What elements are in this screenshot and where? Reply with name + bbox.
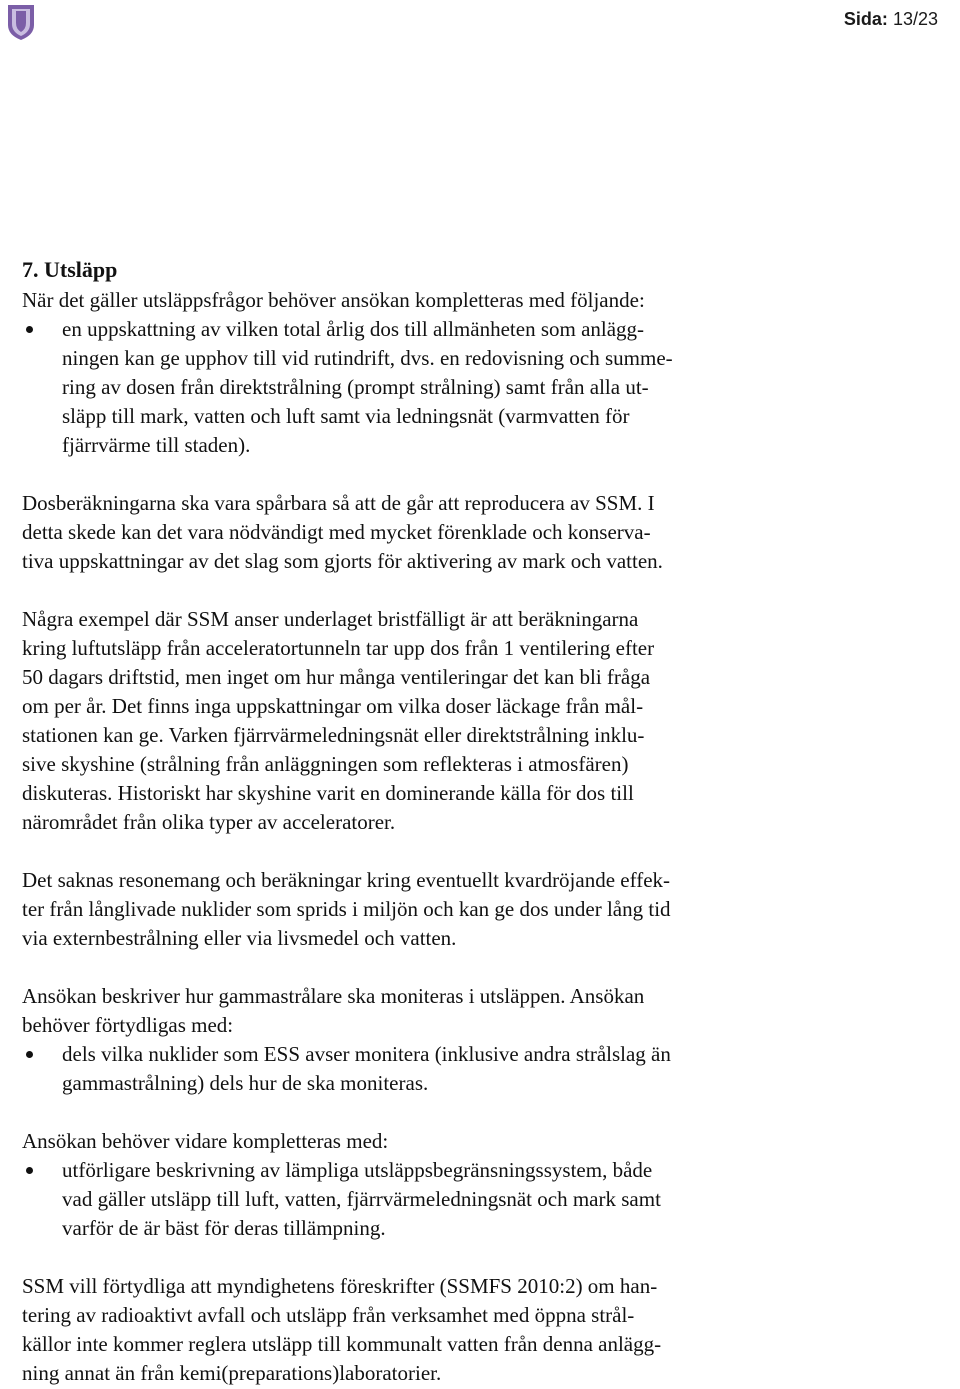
page-number-label: Sida: (843, 9, 888, 29)
list-item-text: utförligare beskrivning av lämpliga utsläppsbegränsningssystem, både vad gäller utsläpp till luft, vatten, fjärrvärmeledningsnät och mark samt varför de är bäst för deras tillämpning. (62, 1158, 661, 1240)
list-item (22, 1040, 812, 1098)
paragraph-examples: Några exempel där SSM anser underlaget bristfälligt är att beräkningarna kring luftutsläpp från acceleratortunneln tar upp dos från 1 ventilering efter 50 dagars driftstid, men inget om hur många ventileringar det kan bli fråga om per år. Det finns inga uppskattningar om vilka doser läckage från mål- stationen kan ge. Varken fjärrvärmeledningsnät eller direktstrålning inklu- sive skyshine (strålning från anläggningen som reflekteras i atmosfären) diskuteras. Historiskt har skyshine varit en dominerande källa för dos till närområdet från olika typer av acceleratorer. (22, 607, 655, 834)
list-item (22, 1156, 812, 1243)
bullet-list-1 (22, 315, 812, 460)
section-heading: 7. Utsläpp (22, 257, 118, 282)
paragraph-gamma-monitoring: Ansökan beskriver hur gammastrålare ska moniteras i utsläppen. Ansökan behöver förtydligas med: (22, 984, 645, 1037)
bullet-list-2 (22, 1040, 812, 1098)
page-number-value: 13/23 (892, 9, 938, 29)
list-item (22, 315, 812, 460)
bullet-icon (26, 1167, 33, 1174)
paragraph-further-completion: Ansökan behöver vidare kompletteras med: (22, 1129, 389, 1153)
bullet-list-3 (22, 1156, 812, 1243)
paragraph-long-lived-nuclides: Det saknas resonemang och beräkningar kring eventuellt kvardröjande effek- ter från långlivade nuklider som sprids i miljön och kan ge dos under lång tid via externbestrålning eller via livsmedel och vatten. (22, 868, 671, 950)
bullet-icon (26, 1051, 33, 1058)
page-number (844, 9, 938, 30)
list-item-text: en uppskattning av vilken total årlig dos till allmänheten som anlägg- ningen kan ge upphov till vid rutindrift, dvs. en redovisning och summe- ring av dosen från direktstrålning (prompt strålning) samt från alla ut- släpp till mark, vatten och luft samt via ledningsnät (varmvatten för fjärrvärme till staden). (62, 317, 673, 457)
intro-paragraph: När det gäller utsläppsfrågor behöver ansökan kompletteras med följande: (22, 288, 645, 312)
paragraph-traceability: Dosberäkningarna ska vara spårbara så att de går att reproducera av SSM. I detta skede kan det vara nödvändigt med mycket förenklade och konserva- tiva uppskattningar av det slag som gjorts för aktivering av mark och vatten. (22, 491, 663, 573)
paragraph-ssm-clarification: SSM vill förtydliga att myndighetens föreskrifter (SSMFS 2010:2) om han- tering av radioaktivt avfall och utsläpp från verksamhet med öppna strål- källor inte kommer reglera utsläpp till kommunalt vatten från denna anlägg- ning annat än från kemi(preparations)laboratorier. (22, 1274, 662, 1385)
bullet-icon (26, 326, 33, 333)
document-body (22, 254, 812, 1388)
list-item-text: dels vilka nuklider som ESS avser monitera (inklusive andra strålslag än gammastrålning) dels hur de ska moniteras. (62, 1042, 671, 1095)
agency-logo (6, 3, 36, 41)
